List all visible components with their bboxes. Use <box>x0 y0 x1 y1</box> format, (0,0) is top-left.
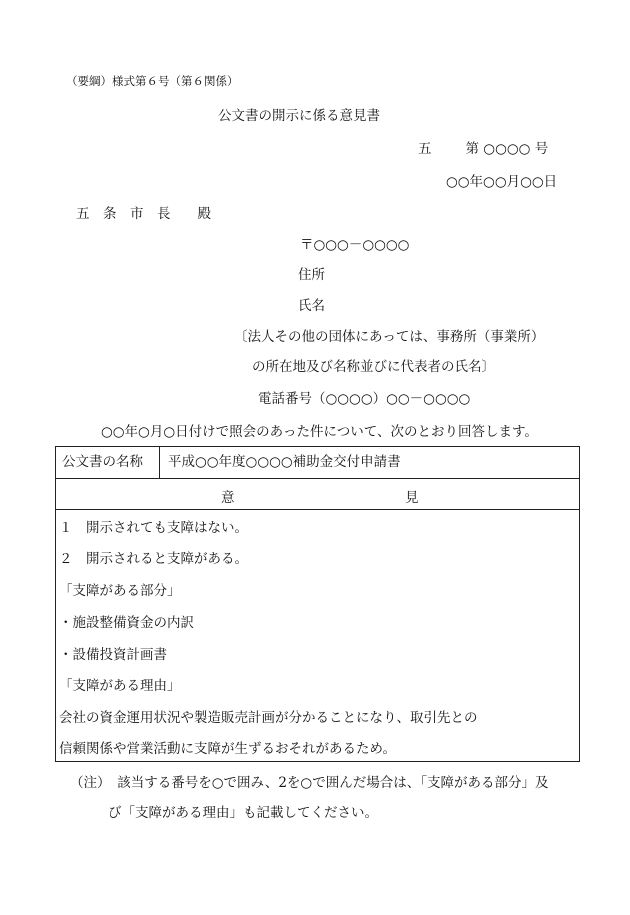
document-name-label: 公文書の名称 <box>56 447 160 478</box>
opinion-table <box>55 446 580 762</box>
footnote-line2: び「支障がある理由」も記載してください。 <box>108 805 378 821</box>
opinion-line: 会社の資金運用状況や製造販売計画が分かることになり、取引先との <box>59 710 478 726</box>
organization-note-line1: 〔法人その他の団体にあっては、事務所（事業所） <box>234 329 545 345</box>
phone-number: 電話番号（○○○○）○○－○○○○ <box>258 391 471 407</box>
address-label: 住所 <box>298 267 325 283</box>
opinion-line: ２ 開示されると支障がある。 <box>59 551 248 567</box>
footnote-line1: （注） 該当する番号を○で囲み、2を○で囲んだ場合は、「支障がある部分」及 <box>70 775 549 791</box>
opinion-line: ・施設整備資金の内訳 <box>59 615 194 631</box>
opinion-line: ・設備投資計画書 <box>59 647 167 663</box>
recipient: 五 条 市 長 殿 <box>76 206 211 222</box>
name-label: 氏名 <box>298 298 325 314</box>
document-date: ○○年○○月○○日 <box>446 174 558 190</box>
opinion-line: １ 開示されても支障はない。 <box>59 520 248 536</box>
intro-text: ○○年○月○日付けで照会のあった件について、次のとおり回答します。 <box>101 424 538 440</box>
reference-number <box>418 137 548 157</box>
document-name-row <box>56 447 579 479</box>
reference-prefix: 五 <box>418 141 432 157</box>
organization-note-line2: の所在地及び名称並びに代表者の氏名〕 <box>252 359 495 375</box>
opinion-header-char1: 意 <box>221 490 235 506</box>
opinion-header-row <box>56 479 579 510</box>
opinion-header-char2: 見 <box>405 490 419 506</box>
postal-code: 〒○○○－○○○○ <box>300 237 410 253</box>
document-title: 公文書の開示に係る意見書 <box>218 108 380 124</box>
opinion-line: 「支障がある理由」 <box>59 678 181 694</box>
form-label: （要綱）様式第６号（第６関係） <box>66 74 239 88</box>
opinion-line: 「支障がある部分」 <box>59 583 181 599</box>
reference-number-value: 第 ○○○○ 号 <box>465 141 549 157</box>
document-name-value: 平成○○年度○○○○補助金交付申請書 <box>168 454 401 470</box>
opinion-line: 信頼関係や営業活動に支障が生ずるおそれがあるため。 <box>59 741 396 757</box>
